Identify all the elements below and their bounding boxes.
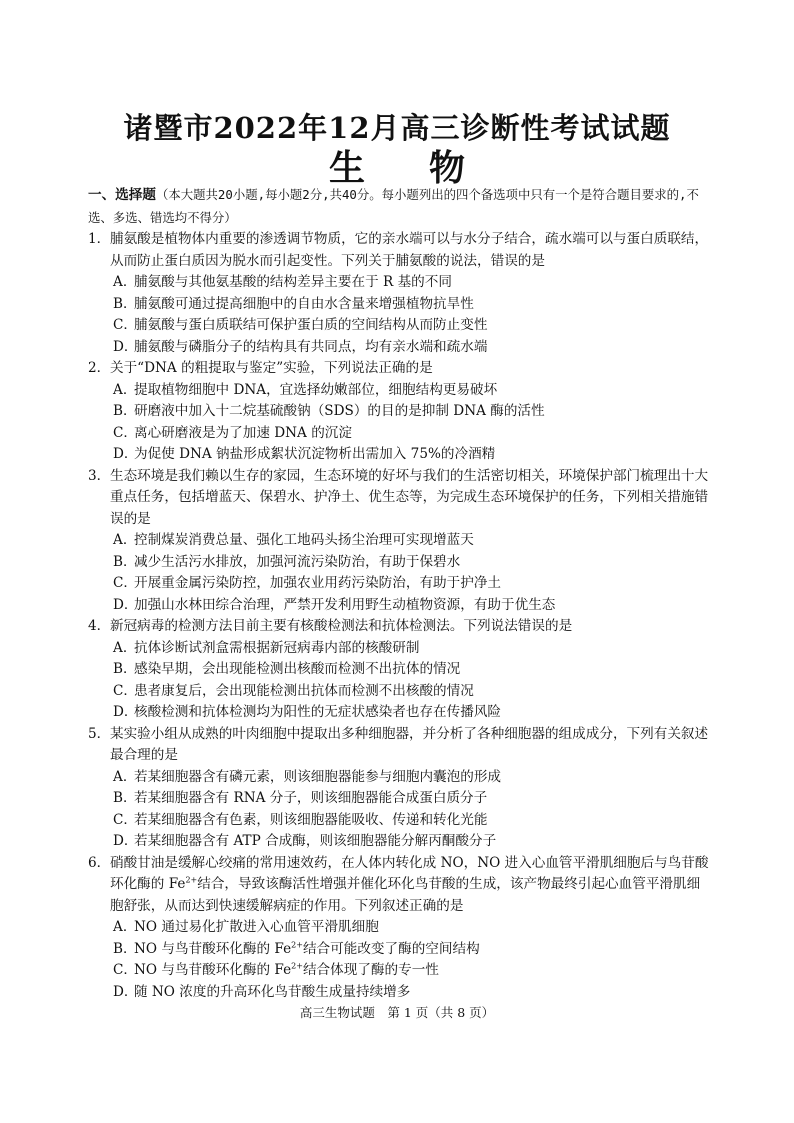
question-number: 5．: [88, 725, 111, 742]
option-b: B．研磨液中加入十二烷基硫酸钠（SDS）的目的是抑制 DNA 酶的活性: [113, 403, 545, 419]
question-number: 4．: [88, 618, 111, 634]
option-d: D．随 NO 浓度的升高环化鸟苷酸生成量持续增多: [113, 983, 411, 1000]
question-text: 某实验小组从成熟的叶肉细胞中提取出多种细胞器，并分析了各种细胞器的组成成分，下列有关叙述最合理的是: [110, 725, 709, 763]
question-1: [88, 229, 710, 358]
exam-content: [88, 184, 710, 1003]
question-stem: [88, 229, 710, 272]
option-a: A．控制煤炭消费总量、强化工地码头扬尘治理可实现增蓝天: [113, 532, 474, 548]
question-number: 3．: [88, 467, 111, 484]
option-c: C．NO 与鸟苷酸环化酶的 $Fe^{2+}$结合体现了酶的专一性: [113, 961, 439, 978]
question-stem: [88, 358, 710, 380]
option-c: C．离心研磨液是为了加速 DNA 的沉淀: [113, 424, 352, 441]
question-text: 脯氨酸是植物体内重要的渗透调节物质，它的亲水端可以与水分子结合，疏水端可以与蛋白质联结，从而防止蛋白质因为脱水而引起变性。下列关于脯氨酸的说法，错误的是: [110, 231, 709, 269]
option-d: D．核酸检测和抗体检测均为阳性的无症状感染者也存在传播风险: [113, 704, 502, 720]
option-c: C．患者康复后，会出现能检测出抗体而检测不出核酸的情况: [113, 682, 474, 699]
option-c: C．脯氨酸与蛋白质联结可保护蛋白质的空间结构从而防止变性: [113, 317, 488, 333]
option-a: A．若某细胞器含有磷元素，则该细胞器能参与细胞内囊泡的形成: [113, 768, 502, 785]
option-b: B．脯氨酸可通过提高细胞中的自由水含量来增强植物抗旱性: [113, 295, 474, 312]
question-stem: [88, 724, 710, 767]
question-number: 6．: [88, 854, 111, 871]
question-text: 硝酸甘油是缓解心绞痛的常用速效药，在人体内转化成 NO，NO 进入心血管平滑肌细胞后与鸟苷酸环化酶的 Fe: [110, 854, 709, 892]
question-5: [88, 724, 710, 853]
question-3: [88, 466, 710, 617]
option-a: A．提取植物细胞中 DNA，宜选择幼嫩部位，细胞结构更易破坏: [113, 381, 498, 398]
section-title: 一、选择题: [88, 187, 156, 203]
exam-title: 诸暨市2022年12月高三诊断性考试试题: [123, 111, 671, 145]
section-instructions: （本大题共20小题,每小题2分,共40分。每小题列出的四个备选项中只有一个是符合题目要求的,不选、多选、错选均不得分）: [88, 187, 699, 225]
option-b: B．减少生活污水排放，加强河流污染防治，有助于保碧水: [113, 553, 461, 570]
question-text: 新冠病毒的检测方法目前主要有核酸检测法和抗体检测法。下列说法错误的是: [110, 618, 573, 634]
option-d: D．脯氨酸与磷脂分子的结构具有共同点，均有亲水端和疏水端: [113, 338, 488, 355]
option-b: B．若某细胞器含有 RNA 分子，则该细胞器能合成蛋白质分子: [113, 790, 488, 806]
option-c: C．若某细胞器含有色素，则该细胞器能吸收、传递和转化光能: [113, 811, 488, 828]
option-b: B．NO 与鸟苷酸环化酶的 $Fe^{2+}$结合可能改变了酶的空间结构: [113, 939, 480, 957]
section-heading: [88, 184, 710, 229]
page-footer: 高三生物试题 第 1 页（共 8 页）: [299, 1005, 495, 1020]
option-d: D．若某细胞器含有 ATP 合成酶，则该细胞器能分解丙酮酸分子: [113, 833, 497, 849]
option-b: B．感染早期，会出现能检测出核酸而检测不出抗体的情况: [113, 661, 461, 677]
superscript: 2+: [185, 875, 198, 885]
question-stem: [88, 853, 710, 918]
option-d: D．为促使 DNA 钠盐形成絮状沉淀物析出需加入 75%的冷酒精: [113, 446, 496, 462]
question-number: 2．: [88, 360, 111, 376]
question-text: 结合，导致该酶活性增强并催化环化鸟苷酸的生成，该产物最终引起心血管平滑肌细胞舒张，从而达到快速缓解病症的作用。下列叙述正确的是: [110, 876, 701, 914]
subject-title: 生物: [328, 147, 529, 189]
question-text: 关于“DNA 的粗提取与鉴定”实验，下列说法正确的是: [110, 360, 433, 376]
option-a: A．NO 通过易化扩散进入心血管平滑肌细胞: [113, 919, 379, 935]
question-2: [88, 358, 710, 466]
question-6: [88, 853, 710, 1004]
option-d: D．加强山水林田综合治理，严禁开发利用野生动植物资源，有助于优生态: [113, 596, 556, 613]
option-a: A．脯氨酸与其他氨基酸的结构差异主要在于 R 基的不同: [113, 274, 452, 290]
option-a: A．抗体诊断试剂盒需根据新冠病毒内部的核酸研制: [113, 639, 420, 656]
option-c: C．开展重金属污染防控，加强农业用药污染防治，有助于护净土: [113, 575, 502, 591]
question-stem: [88, 466, 710, 531]
question-4: [88, 616, 710, 724]
question-stem: [88, 616, 710, 638]
question-number: 1．: [88, 231, 111, 247]
question-text: 生态环境是我们赖以生存的家园，生态环境的好坏与我们的生活密切相关，环境保护部门梳理出十大重点任务，包括增蓝天、保碧水、护净土、优生态等，为完成生态环境保护的任务，下列相关措施错误的是: [110, 467, 709, 527]
